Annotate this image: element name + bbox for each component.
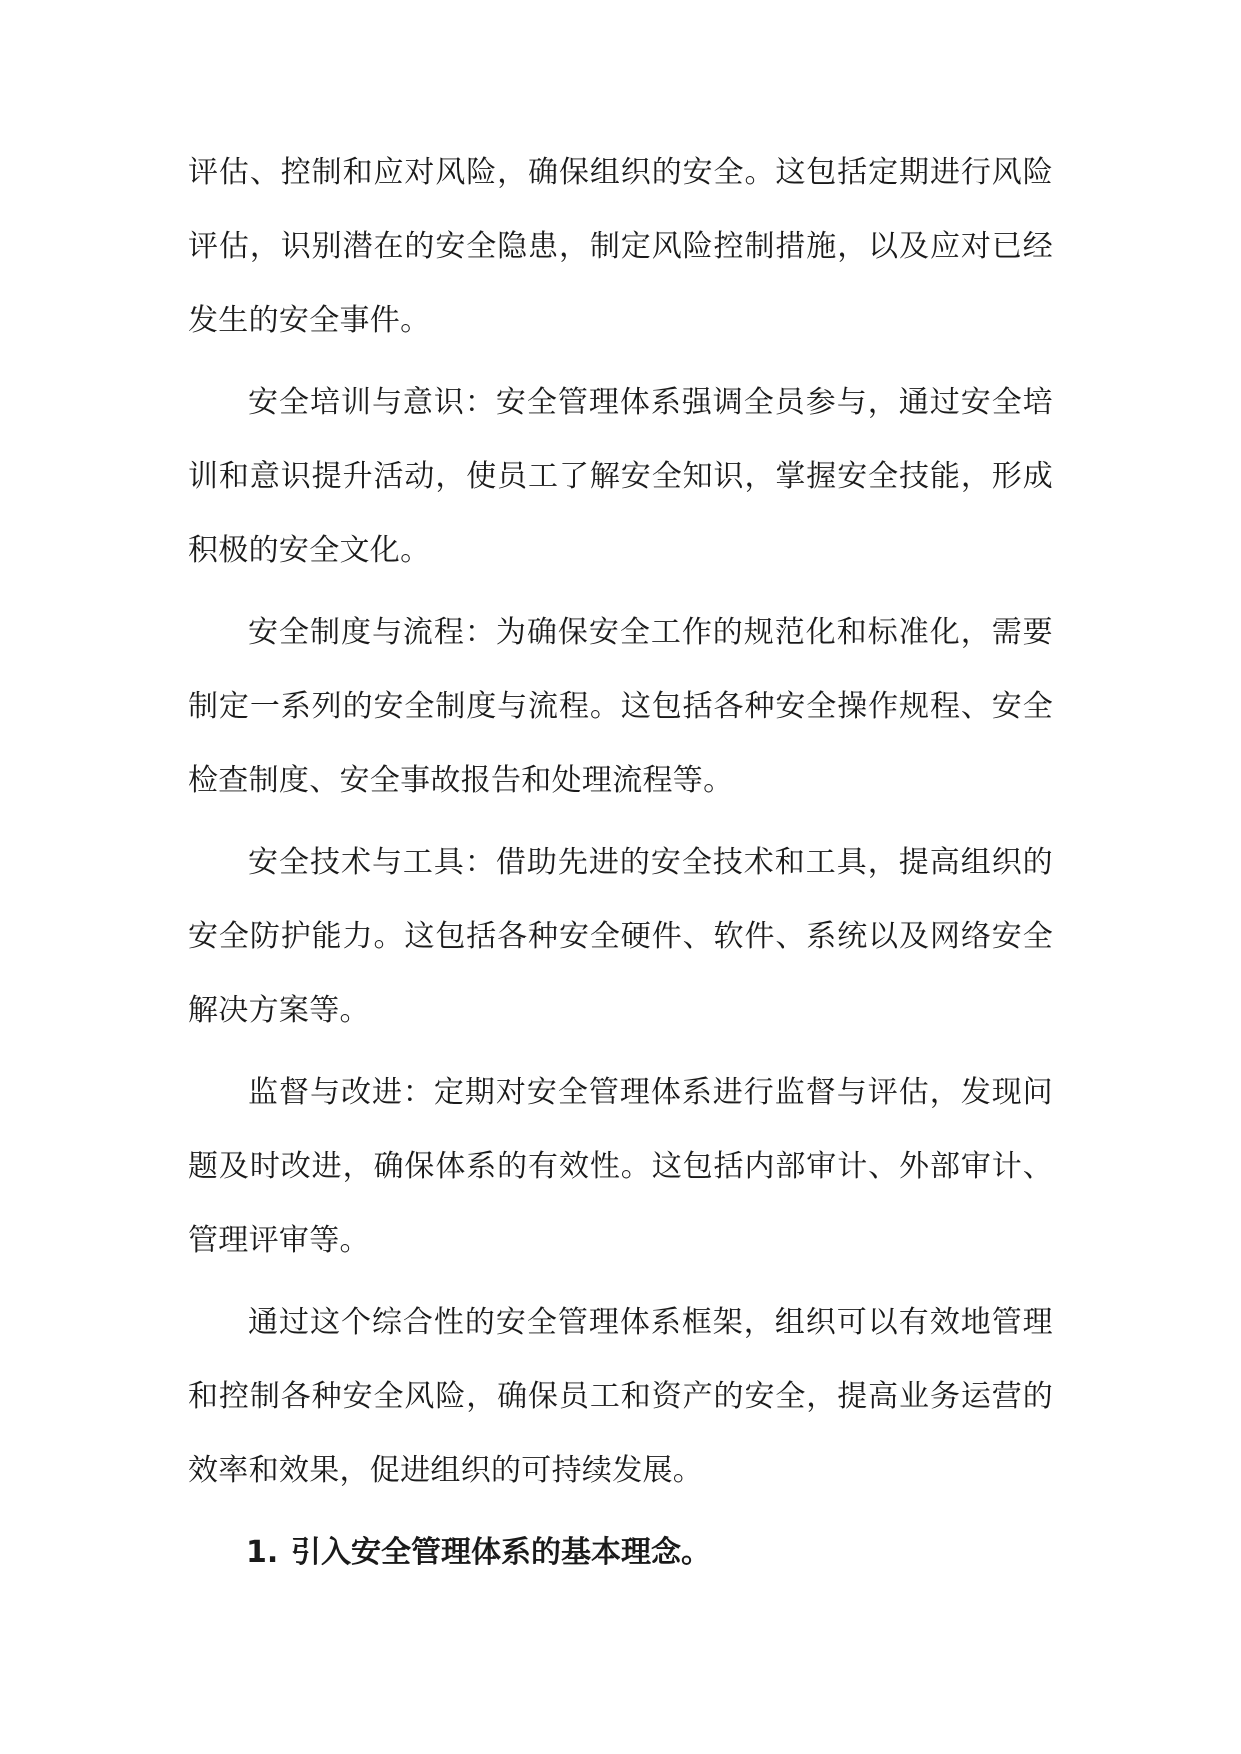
section-heading — [246, 1516, 711, 1590]
section-heading-text: 引入安全管理体系的基本理念。 — [291, 1535, 711, 1570]
section-heading-number: 1. — [246, 1535, 279, 1570]
paragraph-safety-training: 安全培训与意识：安全管理体系强调全员参与，通过安全培训和意识提升活动，使员工了解安全知识，掌握安全技能，形成积极的安全文化。 — [188, 385, 1053, 568]
paragraph-supervision-improvement: 监督与改进：定期对安全管理体系进行监督与评估，发现问题及时改进，确保体系的有效性。这包括内部审计、外部审计、管理评审等。 — [188, 1075, 1053, 1258]
paragraph-conclusion: 通过这个综合性的安全管理体系框架，组织可以有效地管理和控制各种安全风险，确保员工和资产的安全，提高业务运营的效率和效果，促进组织的可持续发展。 — [188, 1305, 1053, 1488]
paragraph-safety-technology: 安全技术与工具：借助先进的安全技术和工具，提高组织的安全防护能力。这包括各种安全硬件、软件、系统以及网络安全解决方案等。 — [188, 845, 1053, 1028]
paragraph-risk-management: 评估、控制和应对风险，确保组织的安全。这包括定期进行风险评估，识别潜在的安全隐患，制定风险控制措施，以及应对已经发生的安全事件。 — [188, 155, 1053, 338]
paragraph-safety-procedures: 安全制度与流程：为确保安全工作的规范化和标准化，需要制定一系列的安全制度与流程。这包括各种安全操作规程、安全检查制度、安全事故报告和处理流程等。 — [188, 615, 1053, 798]
